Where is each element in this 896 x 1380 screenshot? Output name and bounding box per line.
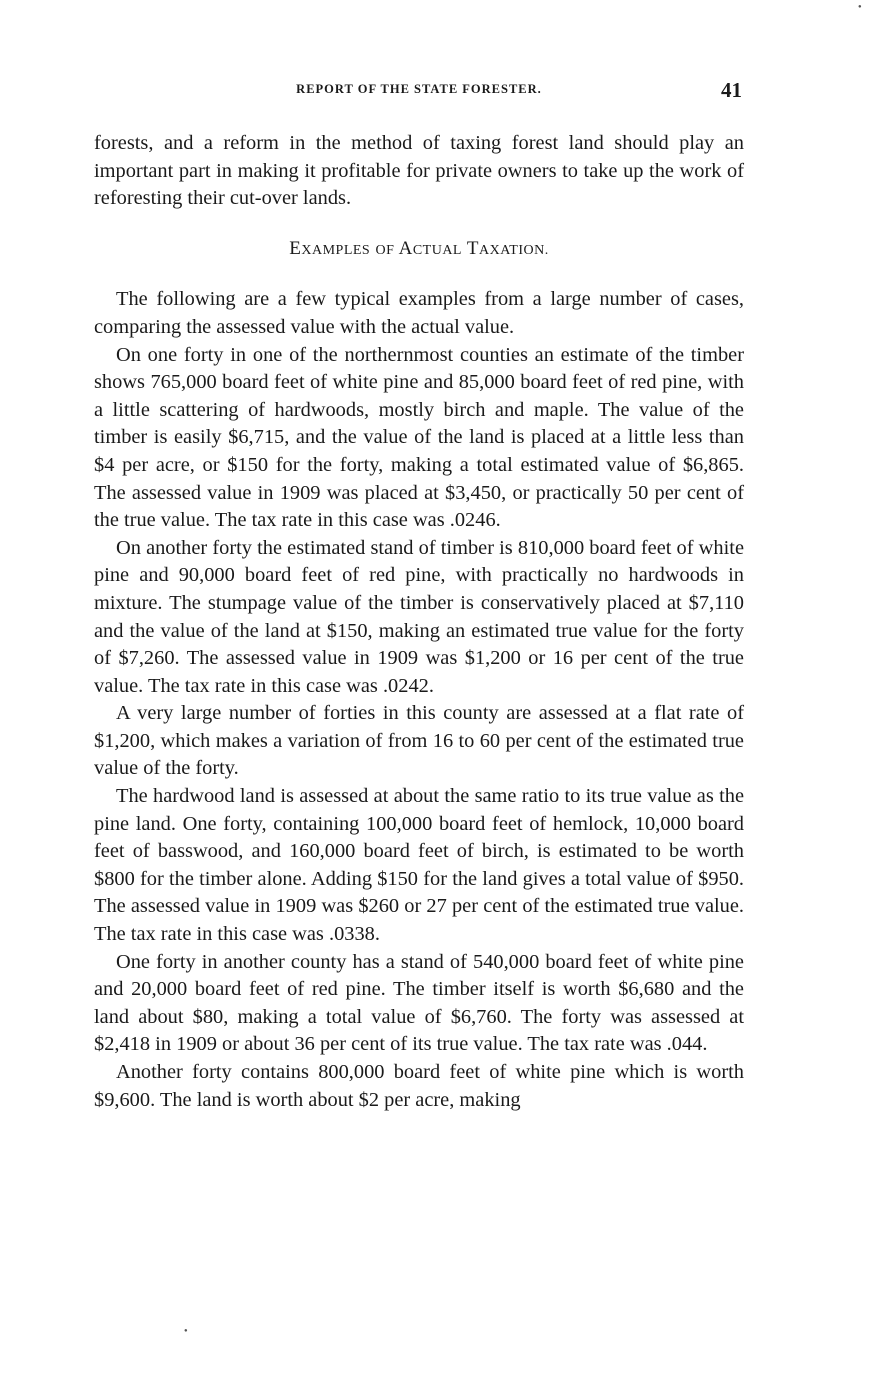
heading-smallcaps: XAMPLES — [301, 242, 371, 258]
heading-initial: T — [466, 237, 480, 259]
body-text — [94, 130, 744, 1114]
paragraph: A very large number of forties in this county are assessed at a flat rate of $1,200, which makes a variation of from 16 to 60 per cent of the estimated true value of the forty. — [94, 702, 744, 780]
heading-smallcaps: CTUAL — [412, 242, 462, 258]
heading-smallcaps: OF — [375, 242, 395, 258]
continued-paragraph: forests, and a reform in the method of taxing forest land should play an important part in making it profitable for private owners to take up the work of reforesting their cut-over lands. — [94, 132, 744, 210]
running-title: REPORT OF THE STATE FORESTER. — [296, 82, 542, 96]
paragraph: The hardwood land is assessed at about the same ratio to its true value as the pine land. One forty, containing 100,000 board feet of hemlock, 10,000 board feet of basswood, and 160,000 board feet of birch, is estimated to be worth $800 for the timber alone. Adding $150 for the land gives a total value of $950. The assessed value in 1909 was $260 or 27 per cent of the estimated true value. The tax rate in this case was .0338. — [94, 785, 744, 946]
section-heading — [94, 235, 744, 265]
paper-speck: ● — [184, 1328, 188, 1334]
heading-initial: A — [398, 237, 413, 259]
heading-smallcaps: AXATION. — [479, 242, 549, 258]
paragraph: One forty in another county has a stand of 540,000 board feet of white pine and 20,000 board feet of red pine. The timber itself is worth $6,680 and the land about $80, making a total value of $6,760. The forty was assessed at $2,418 in 1909 or about 36 per cent of its true value. The tax rate was .044. — [94, 950, 744, 1056]
paper-speck: ● — [858, 4, 862, 10]
book-page — [94, 78, 744, 1114]
paragraph-continues: Another forty contains 800,000 board feet of white pine which is worth $9,600. The land is worth about $2 per acre, making — [94, 1061, 744, 1111]
paragraph: On one forty in one of the northernmost counties an estimate of the timber shows 765,000 board feet of white pine and 85,000 board feet of red pine, with a little scattering of hardwoods, mostly birch and maple. The value of the timber is easily $6,715, and the value of the land is placed at a little less than $4 per acre, or $150 for the forty, making a total estimated value of $6,865. The assessed value in 1909 was placed at $3,450, or practically 50 per cent of the true value. The tax rate in this case was .0246. — [94, 343, 744, 532]
running-head — [94, 78, 744, 108]
paragraph: The following are a few typical examples from a large number of cases, comparing the assessed value with the actual value. — [94, 288, 744, 338]
paragraph: On another forty the estimated stand of timber is 810,000 board feet of white pine and 90,000 board feet of red pine, with practically no hardwoods in mixture. The stumpage value of the timber is conservatively placed at $7,110 and the value of the land at $150, making an estimated true value for the forty of $7,260. The assessed value in 1909 was $1,200 or 16 per cent of the true value. The tax rate in this case was .0242. — [94, 536, 744, 697]
page-number: 41 — [721, 78, 742, 102]
heading-initial: E — [289, 237, 302, 259]
